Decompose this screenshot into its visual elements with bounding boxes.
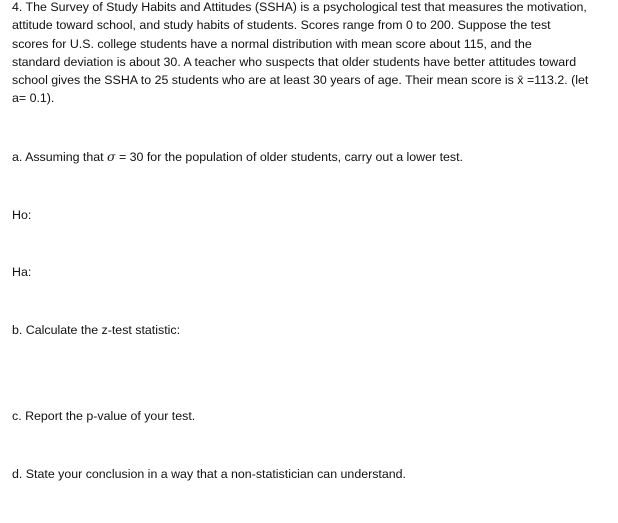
question-a <box>12 148 463 166</box>
problem-statement-line: a= 0.1). <box>12 91 55 106</box>
problem-statement-line: school gives the SSHA to 25 students who are at least 30 years of age. Their mean score is x̄ =113.2. (let <box>12 73 589 88</box>
problem-statement-line: 4. The Survey of Study Habits and Attitudes (SSHA) is a psychological test that measures the motivation, <box>12 0 587 14</box>
problem-statement-line: scores for U.S. college students have a normal distribution with mean score about 115, and the <box>12 36 532 51</box>
alternative-hypothesis-label: Ha: <box>12 265 32 279</box>
question-c: c. Report the p-value of your test. <box>12 409 196 423</box>
question-a-suffix: = 30 for the population of older students, carry out a lower test. <box>115 150 463 164</box>
problem-statement <box>12 0 612 108</box>
sigma-symbol: σ <box>107 149 116 164</box>
question-a-prefix: a. Assuming that <box>12 150 108 164</box>
question-b: b. Calculate the z-test statistic: <box>12 323 181 337</box>
question-d: d. State your conclusion in a way that a non-statistician can understand. <box>12 467 406 481</box>
null-hypothesis-label: Ho: <box>12 208 32 222</box>
problem-statement-line: standard deviation is about 30. A teacher who suspects that older students have better attitudes toward <box>12 54 577 69</box>
problem-statement-line: attitude toward school, and study habits of students. Scores range from 0 to 200. Suppose the test <box>12 18 551 33</box>
